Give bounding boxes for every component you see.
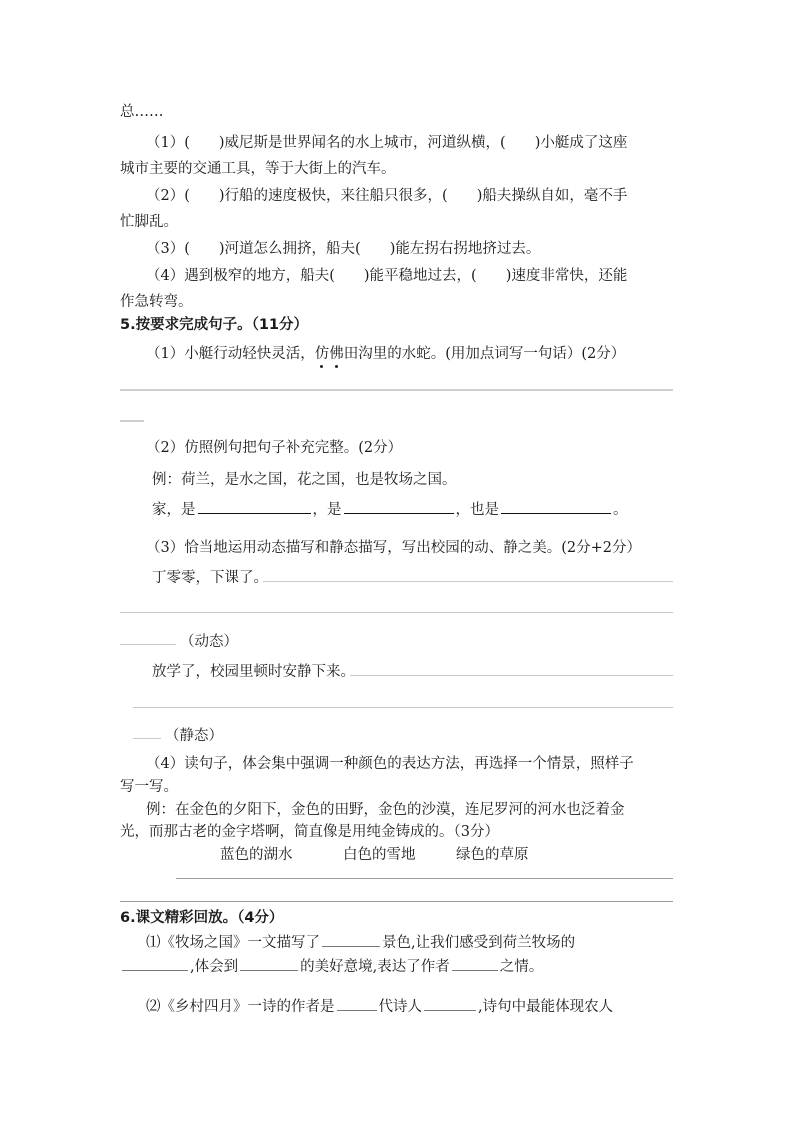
q5-p3-static-start: 放学了，校园里顿时安静下来。 [152, 664, 355, 680]
q6-p1-blank-1[interactable] [322, 945, 380, 947]
q5-p4-example-1: 例：在金色的夕阳下，金色的田野，金色的沙漠，连尼罗河的河水也泛着金 [146, 802, 625, 818]
q5-p2-fill-a: 家，是 [152, 502, 196, 518]
q5-p3-dynamic-line-2[interactable] [120, 612, 673, 613]
q5-p4-answer-line-2[interactable] [120, 901, 673, 902]
q5-p2-fill-c: ，也是 [455, 502, 499, 518]
q5-p3-static-line-1[interactable] [350, 675, 673, 676]
q5-p2-fill-row [152, 498, 628, 519]
q5-p4-answer-line-1[interactable] [176, 878, 673, 879]
q5-p1-answer-line[interactable] [120, 389, 673, 391]
q4-item-1-line2: 城市主要的交通工具，等于大街上的汽车。 [120, 161, 396, 177]
q4-item-4-line2: 作急转弯。 [120, 294, 193, 310]
q5-p3-static-label: （静态） [165, 728, 223, 744]
q5-p1-dotted-char-1: 仿 [314, 346, 330, 362]
q5-p1-pre: （1）小艇行动轻快灵活， [146, 346, 315, 362]
q4-item-2-line1: （2）( )行船的速度极快，来往船只很多，( )船夫操纵自如，毫不手 [146, 188, 628, 204]
q6-p2-blank-1[interactable] [337, 1009, 377, 1011]
q5-p3-prompt: （3）恰当地运用动态描写和静态描写，写出校园的动、静之美。(2分+2分） [146, 540, 641, 556]
q6-p1-d: 的美好意境,表达了作者 [300, 959, 450, 975]
q5-p4-option-2: 白色的雪地 [343, 847, 416, 863]
q6-p2-blank-2[interactable] [424, 1009, 476, 1011]
q5-p4-example-2: 光，而那古老的金字塔啊，简直像是用纯金铸成的。（3分） [120, 824, 499, 840]
q5-p4-option-1: 蓝色的湖水 [220, 847, 293, 863]
q5-p4-prompt-1: （4）读句子，体会集中强调一种颜色的表达方法，再选择一个情景，照样子 [146, 756, 634, 772]
q5-p4-prompt-2: 写一写。 [120, 779, 178, 795]
q5-p1-prompt [146, 342, 625, 363]
q5-p2-fill-end: 。 [613, 502, 628, 518]
q5-p2-blank-1[interactable] [198, 512, 311, 514]
q6-p1-e: 之情。 [499, 959, 544, 975]
q5-p1-dotted-char-2: 佛 [329, 346, 344, 362]
q4-lead: 总…… [120, 104, 164, 120]
q6-p1-c: ,体会到 [190, 959, 239, 975]
q6-title: 6.课文精彩回放。（4分） [120, 910, 284, 926]
q6-p1-b: 景色,让我们感受到荷兰牧场的 [382, 935, 576, 951]
q5-p2-blank-2[interactable] [344, 512, 454, 514]
q4-item-3-line1: （3）( )河道怎么拥挤，船夫( )能左拐右拐地挤过去。 [146, 241, 541, 257]
q4-item-2-line2: 忙脚乱。 [120, 214, 178, 230]
q5-p3-dynamic-line-1[interactable] [263, 581, 673, 582]
q5-p3-dynamic-line-3[interactable] [120, 644, 176, 645]
q5-p2-prompt: （2）仿照例句把句子补充完整。(2分） [146, 440, 403, 456]
q5-p2-fill-b: ，是 [312, 502, 342, 518]
q5-p2-example: 例：荷兰，是水之国，花之国，也是牧场之国。 [152, 472, 457, 488]
q6-p1-line2 [120, 955, 543, 976]
q6-p1-a: ⑴《牧场之国》一文描写了 [146, 935, 320, 951]
q5-p1-answer-line-2[interactable] [120, 420, 144, 422]
q5-title: 5.按要求完成句子。（11分） [120, 317, 309, 333]
q6-p1-blank-4[interactable] [452, 969, 498, 971]
q6-p2-a: ⑵《乡村四月》一诗的作者是 [146, 999, 335, 1015]
q5-p3-dynamic-label: （动态） [180, 634, 238, 650]
q5-p2-blank-3[interactable] [501, 512, 611, 514]
q5-p1-post: 田沟里的水蛇。(用加点词写一句话）(2分） [343, 346, 626, 362]
q6-p2-line1 [146, 995, 613, 1016]
q5-p3-static-line-2[interactable] [133, 707, 673, 708]
q6-p1-blank-3[interactable] [240, 969, 298, 971]
q4-item-1-line1: （1）( )威尼斯是世界闻名的水上城市，河道纵横，( )小艇成了这座 [146, 135, 628, 151]
q6-p1-line1 [146, 931, 575, 952]
q6-p1-blank-2[interactable] [122, 969, 188, 971]
q5-p4-option-3: 绿色的草原 [456, 847, 529, 863]
q5-p3-dynamic-start: 丁零零，下课了。 [152, 570, 268, 586]
q6-p2-c: ,诗句中最能体现农人 [478, 999, 614, 1015]
q4-item-4-line1: （4）遇到极窄的地方，船夫( )能平稳地过去，( )速度非常快，还能 [146, 268, 628, 284]
q5-p3-static-line-3[interactable] [133, 738, 161, 739]
q6-p2-b: 代诗人 [378, 999, 422, 1015]
